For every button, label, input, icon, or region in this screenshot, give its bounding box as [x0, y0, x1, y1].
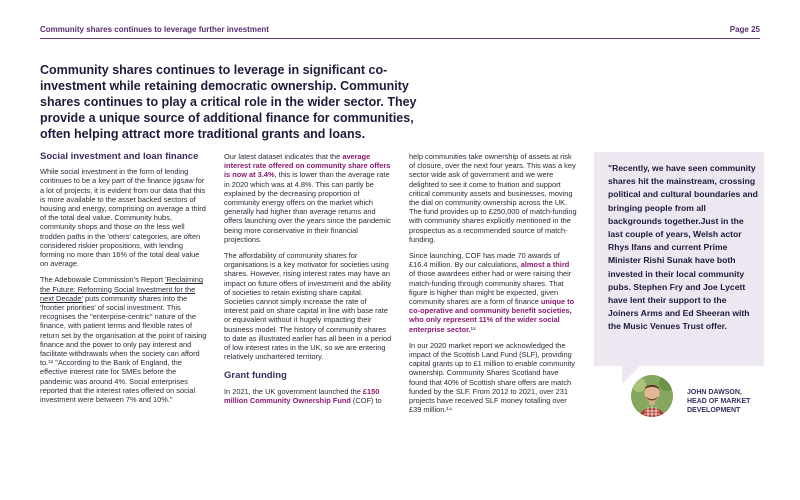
page-number: Page 25 — [729, 24, 760, 34]
adebowale-report-link[interactable]: 'Reclaiming the Future: Reforming Social Investment for the next Decade' — [40, 275, 204, 303]
column-grant-funding — [409, 152, 577, 421]
running-header — [40, 22, 760, 36]
paragraph: Since launching, COF has made 70 awards of £16.4 million. By our calculations, almost a third of those awardees either had or were raising their match-funding through community shares. That figure is higher than might be expected, given community shares are a form of finance unique to co-operative and community benefit societies, who only represent 11% of the wider social enterprise sector.¹³ — [409, 251, 575, 334]
pull-quote-text: "Recently, we have seen community shares hit the mainstream, crossing political and cultural boundaries and bringing people from all backgrounds together.Just in the last couple of years, Welsh actor Rhys Ifans and current Prime Minister Rishi Sunak have both invested in their local community pubs. Stephen Fry and Joe Lycett have lent their support to the Joiners Arms and Ed Sheeran with the Music Venues Trust offer. — [608, 163, 758, 332]
running-title: Community shares continues to leverage further investment — [40, 24, 269, 34]
attribution-name: JOHN DAWSON, — [687, 389, 742, 396]
highlight-text: £150 million Community Ownership Fund — [224, 386, 380, 405]
paragraph: In our 2020 market report we acknowledged the impact of the Scottish Land Fund (SLF), providing capital grants up to £1 million to enable community ownership. Community Shares Scotland have found that 40% of Scottish share offers are match funded by the SLF. From 2012 to 2021, over 231 projects have received SLF money totalling over £39 million.¹⁴ — [409, 340, 575, 415]
column-social-investment — [40, 152, 208, 411]
quote-attribution — [687, 388, 777, 415]
paragraph: The affordability of community shares for organisations is a key motivator for societies using shares. However, rising interest rates may have an impact on future offers of investment and the ability of societies to retain existing share capital. Societies cannot simply increase the rate of interest paid on share capital in line with base rate or equivalent without it hugely impacting their business model. The history of community shares to date as illustrated earlier has all been in a period of low interest rates in the UK, so we are entering relatively unchartered territory. — [224, 251, 392, 362]
paragraph: While social investment in the form of lending continues to be a key part of the finance jigsaw for a lot of projects, it is evident from our data that this is more available to the asset backed sectors of housing and energy, comprising on average a third of the total deal value. Community hubs, community shops and those on the less well trodden paths in the 'others' categories, are often considered riskier propositions, with lending forming no more than 16% of the total deal value on average. — [40, 167, 206, 269]
paragraph: help communities take ownership of assets at risk of closure, over the next four years. This was a key sector wide ask of government and we were delighted to see it come to fruition and support critical community assets and businesses, moving the dial on community ownership across the UK. The fund provides up to £250,000 of match-funding with community shares explicitly mentioned in the prospectus as a recommended source of match-funding. — [409, 152, 577, 244]
highlight-text: average interest rate offered on community share offers is now at 3.4% — [224, 152, 391, 180]
avatar — [631, 375, 673, 417]
attribution-role: HEAD OF MARKET DEVELOPMENT — [687, 398, 751, 414]
section-heading-grant-funding: Grant funding — [224, 370, 287, 382]
highlight-text: almost a third — [520, 260, 570, 270]
highlight-text: unique to co-operative and community benefit societies, who only represent 11% of the wider social enterprise sector. — [409, 297, 575, 334]
person-photo-icon — [631, 375, 673, 417]
column-interest-rates — [224, 152, 392, 412]
paragraph: Our latest dataset indicates that the average interest rate offered on community share offers is now at 3.4%, this is lower than the average rate in 2020 which was at 4.8%. This can partly be explained by the decreasing proportion of community energy offers on the market which generally had higher than average returns and offers launching over the years since the pandemic being more conservative in their financial projections. — [224, 152, 391, 244]
paragraph: The Adebowale Commission's Report 'Reclaiming the Future: Reforming Social Investment for the next Decade' puts community shares into the 'frontier priorities' of social investment. This recognises the "enterprise-centric" nature of the finance, with patient terms and flexible rates of return set by the organisation at the point of raising finance and the power to only pay interest and facilitate withdrawals when the society can afford to.¹² "According to the Bank of England, the effective interest rate for SMEs before the pandemic was around 4%. Social enterprises reported that the interest rates offered on social investment were between 7% and 10%." — [40, 275, 207, 405]
section-heading-social-investment: Social investment and loan finance — [40, 151, 199, 162]
intro-statement: Community shares continues to leverage in significant co-investment while retaining democratic ownership. Community shares continues to play a critical role in the wider sector. They provide a unique source of additional finance for communities, often helping attract more traditional grants and loans. — [40, 63, 417, 141]
header-divider — [40, 38, 760, 39]
paragraph: In 2021, the UK government launched the £150 million Community Ownership Fund (COF) to — [224, 386, 382, 405]
